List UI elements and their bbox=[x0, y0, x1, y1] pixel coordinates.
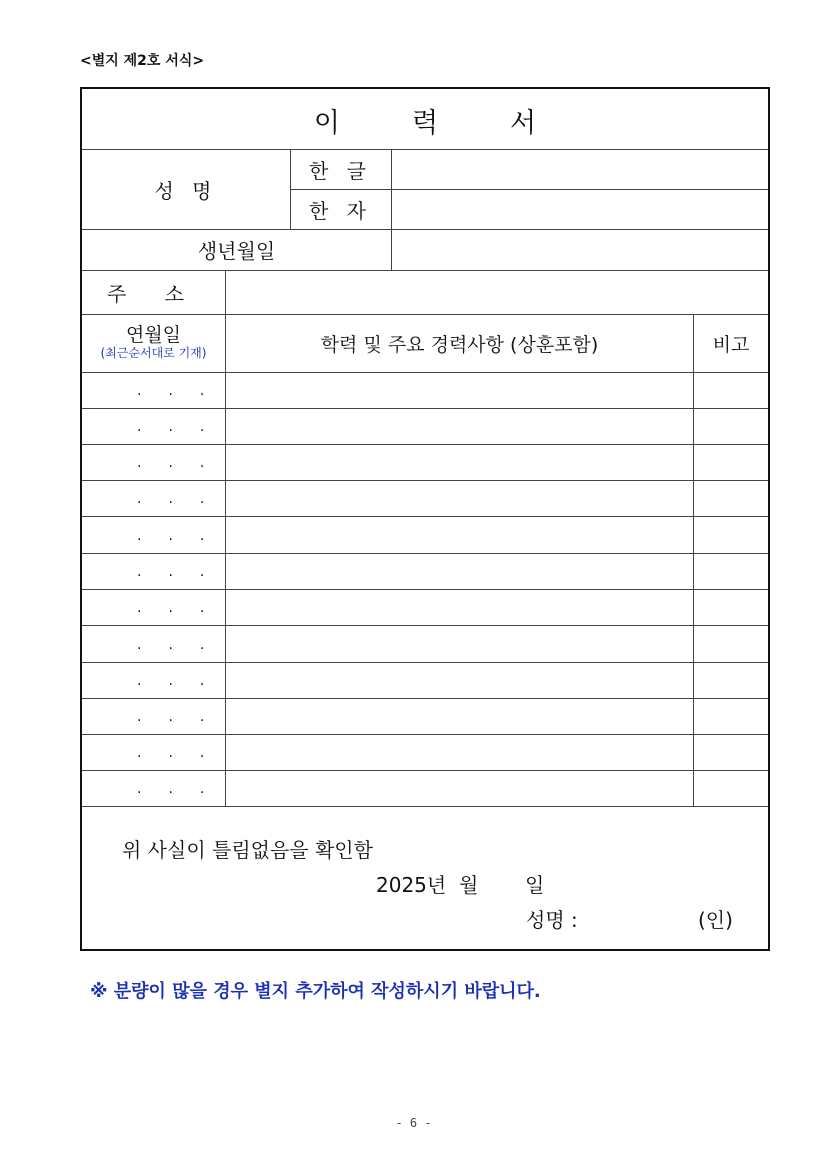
date-entry-row[interactable]: . . . bbox=[137, 455, 205, 471]
confirmation-day: 일 bbox=[525, 873, 545, 897]
confirmation-year: 2025년 bbox=[376, 873, 447, 897]
birth-date-label: 생년월일 bbox=[197, 239, 276, 263]
divider bbox=[82, 662, 768, 663]
hangul-label: 한 글 bbox=[309, 158, 372, 183]
address-field[interactable] bbox=[226, 270, 768, 314]
hangul-name-field[interactable] bbox=[392, 149, 768, 189]
name-label: 성 명 bbox=[154, 178, 218, 203]
date-column-label: 연월일 bbox=[125, 324, 182, 347]
divider bbox=[82, 372, 768, 373]
form-title bbox=[82, 89, 768, 151]
divider bbox=[82, 625, 768, 626]
history-column-header: 학력 및 주요 경력사항 (상훈포함) bbox=[320, 333, 599, 356]
date-entry-row[interactable]: . . . bbox=[137, 745, 205, 761]
divider bbox=[82, 480, 768, 481]
date-entry-row[interactable]: . . . bbox=[137, 781, 205, 797]
hanja-name-field[interactable] bbox=[392, 189, 768, 229]
divider bbox=[82, 806, 768, 807]
title-char: 이 bbox=[313, 107, 340, 139]
divider bbox=[82, 553, 768, 554]
signature-label: 성명 : bbox=[526, 908, 578, 932]
seal-mark: (인) bbox=[698, 908, 733, 932]
title-char: 력 bbox=[411, 107, 439, 139]
divider bbox=[82, 734, 768, 735]
divider bbox=[82, 698, 768, 699]
date-entry-row[interactable]: . . . bbox=[137, 491, 205, 507]
hanja-label: 한 자 bbox=[309, 198, 372, 223]
divider bbox=[82, 589, 768, 590]
title-char: 서 bbox=[510, 107, 537, 139]
divider bbox=[82, 408, 768, 409]
date-entry-row[interactable]: . . . bbox=[137, 383, 205, 399]
footnote: ※ 분량이 많을 경우 별지 추가하여 작성하시기 바랍니다. bbox=[90, 981, 541, 1002]
resume-form bbox=[80, 87, 770, 951]
date-entry-row[interactable]: . . . bbox=[137, 673, 205, 689]
date-entry-row[interactable]: . . . bbox=[137, 637, 205, 653]
date-column-note: (최근순서대로 기재) bbox=[100, 346, 207, 361]
date-column-header bbox=[82, 314, 225, 372]
divider bbox=[82, 444, 768, 445]
divider bbox=[693, 314, 694, 806]
date-entry-row[interactable]: . . . bbox=[137, 600, 205, 616]
date-entry-row[interactable]: . . . bbox=[137, 564, 205, 580]
date-entry-row[interactable]: . . . bbox=[137, 419, 205, 435]
confirmation-statement: 위 사실이 틀림없음을 확인함 bbox=[122, 838, 373, 862]
birth-date-field[interactable] bbox=[392, 229, 768, 270]
address-label: 주 소 bbox=[107, 281, 200, 306]
divider bbox=[82, 770, 768, 771]
divider bbox=[82, 516, 768, 517]
date-entry-row[interactable]: . . . bbox=[137, 709, 205, 725]
date-entry-row[interactable]: . . . bbox=[137, 528, 205, 544]
form-number-heading: <별지 제2호 서식> bbox=[80, 53, 205, 69]
remark-column-header: 비고 bbox=[712, 333, 750, 356]
confirmation-month: 월 bbox=[459, 873, 479, 897]
page-number: - 6 - bbox=[395, 1116, 432, 1130]
